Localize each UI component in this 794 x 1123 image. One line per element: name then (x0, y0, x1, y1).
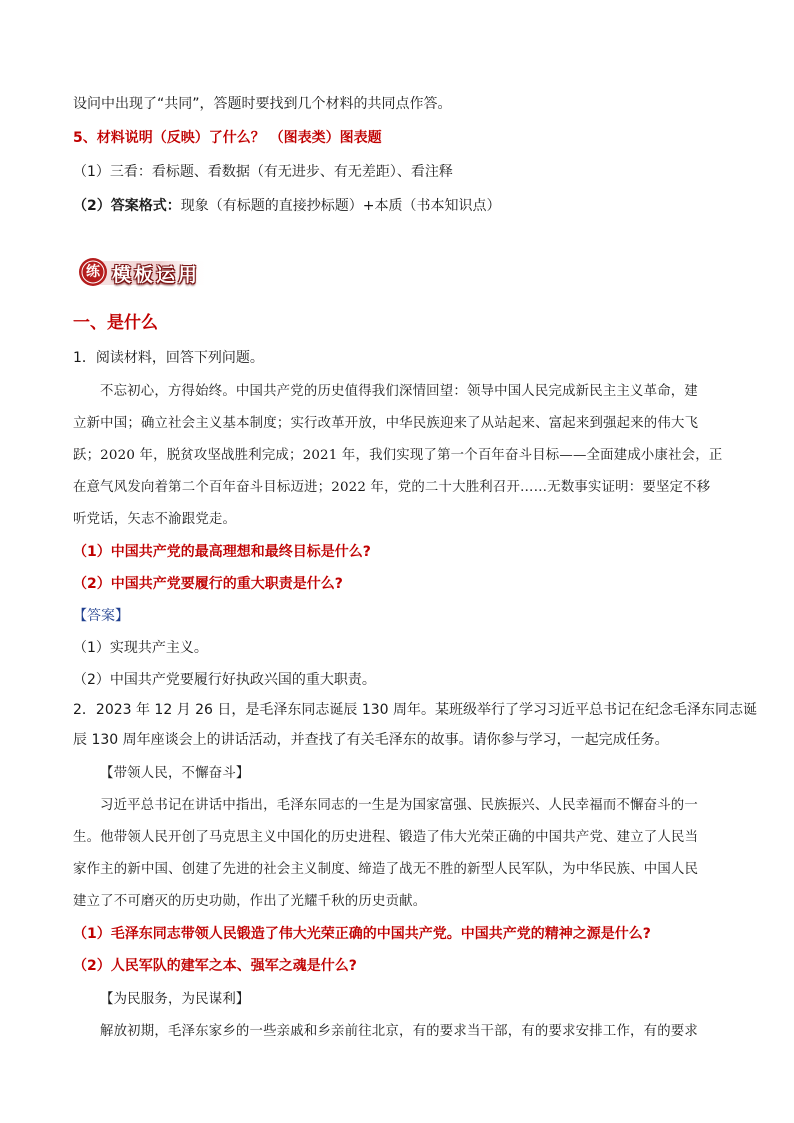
q1-material-line: 不忘初心，方得始终。中国共产党的历史值得我们深情回望：领导中国人民完成新民主主义革命，建 (100, 384, 698, 399)
q2-part1-title: 【带领人民，不懈奋斗】 (100, 766, 250, 781)
q1-subquestion-2: （2）中国共产党要履行的重大职责是什么? (73, 576, 343, 592)
section-banner (76, 256, 208, 288)
item5-point1: （1）三看：看标题、看数据（有无进步、有无差距）、看注释 (73, 164, 453, 180)
q1-material-line: 听党话，矢志不渝跟党走。 (73, 512, 237, 527)
q1-subquestion-1: （1）中国共产党的最高理想和最终目标是什么? (73, 544, 371, 560)
item5-point2 (73, 196, 726, 216)
question-1-stem: 1．阅读材料，回答下列问题。 (73, 350, 264, 366)
q2-part1-line: 生。他带领人民开创了马克思主义中国化的历史进程、锻造了伟大光荣正确的中国共产党、建立了人民当 (73, 830, 699, 845)
q2-part2-title: 【为民服务，为民谋利】 (100, 992, 250, 1007)
question-2-stem-line2: 辰 130 周年座谈会上的讲话活动，并查找了有关毛泽东的故事。请你参与学习，一起完成任务。 (73, 732, 669, 748)
q2-part1-line: 家作主的新中国、创建了先进的社会主义制度、缔造了战无不胜的新型人民军队，为中华民族、中国人民 (73, 862, 699, 877)
section-heading: 一、是什么 (73, 313, 158, 333)
q1-material-line: 立新中国；确立社会主义基本制度；实行改革开放，中华民族迎来了从站起来、富起来到强起来的伟大飞 (73, 416, 699, 431)
q2-part1-line: 习近平总书记在讲话中指出，毛泽东同志的一生是为国家富强、民族振兴、人民幸福而不懈奋斗的一 (100, 798, 698, 813)
q2-subquestion-2: （2）人民军队的建军之本、强军之魂是什么? (73, 958, 357, 974)
q1-material-line: 在意气风发向着第二个百年奋斗目标迈进；2022 年，党的二十大胜利召开……无数事实证明：要坚定不移 (73, 480, 711, 495)
q2-subquestion-1: （1）毛泽东同志带领人民锻造了伟大光荣正确的中国共产党。中国共产党的精神之源是什么? (73, 926, 651, 942)
intro-line: 设问中出现了“共同”，答题时要找到几个材料的共同点作答。 (73, 96, 452, 112)
item5-title: 5、材料说明（反映）了什么？ （图表类）图表题 (73, 130, 382, 146)
item5-point2-text: 现象（有标题的直接抄标题）+本质（书本知识点） (180, 198, 501, 214)
banner-title: 模板运用 (112, 264, 201, 286)
answer-label: 【答案】 (73, 608, 129, 624)
banner-badge-icon: 练 (86, 264, 100, 280)
q1-answer-2: （2）中国共产党要履行好执政兴国的重大职责。 (73, 672, 376, 688)
q1-material-line: 跃；2020 年，脱贫攻坚战胜利完成；2021 年，我们实现了第一个百年奋斗目标——全面建成小康社会，正 (73, 448, 723, 463)
q2-part1-line: 建立了不可磨灭的历史功勋，作出了光耀千秋的历史贡献。 (73, 894, 427, 909)
item5-point2-label: （2）答案格式： (73, 198, 181, 214)
question-2-stem-line1: 2．2023 年 12 月 26 日，是毛泽东同志诞辰 130 周年。某班级举行了学习习近平总书记在纪念毛泽东同志诞 (73, 702, 758, 718)
q2-part2-line: 解放初期，毛泽东家乡的一些亲戚和乡亲前往北京，有的要求当干部，有的要求安排工作，有的要求 (100, 1024, 698, 1039)
q1-answer-1: （1）实现共产主义。 (73, 640, 208, 656)
